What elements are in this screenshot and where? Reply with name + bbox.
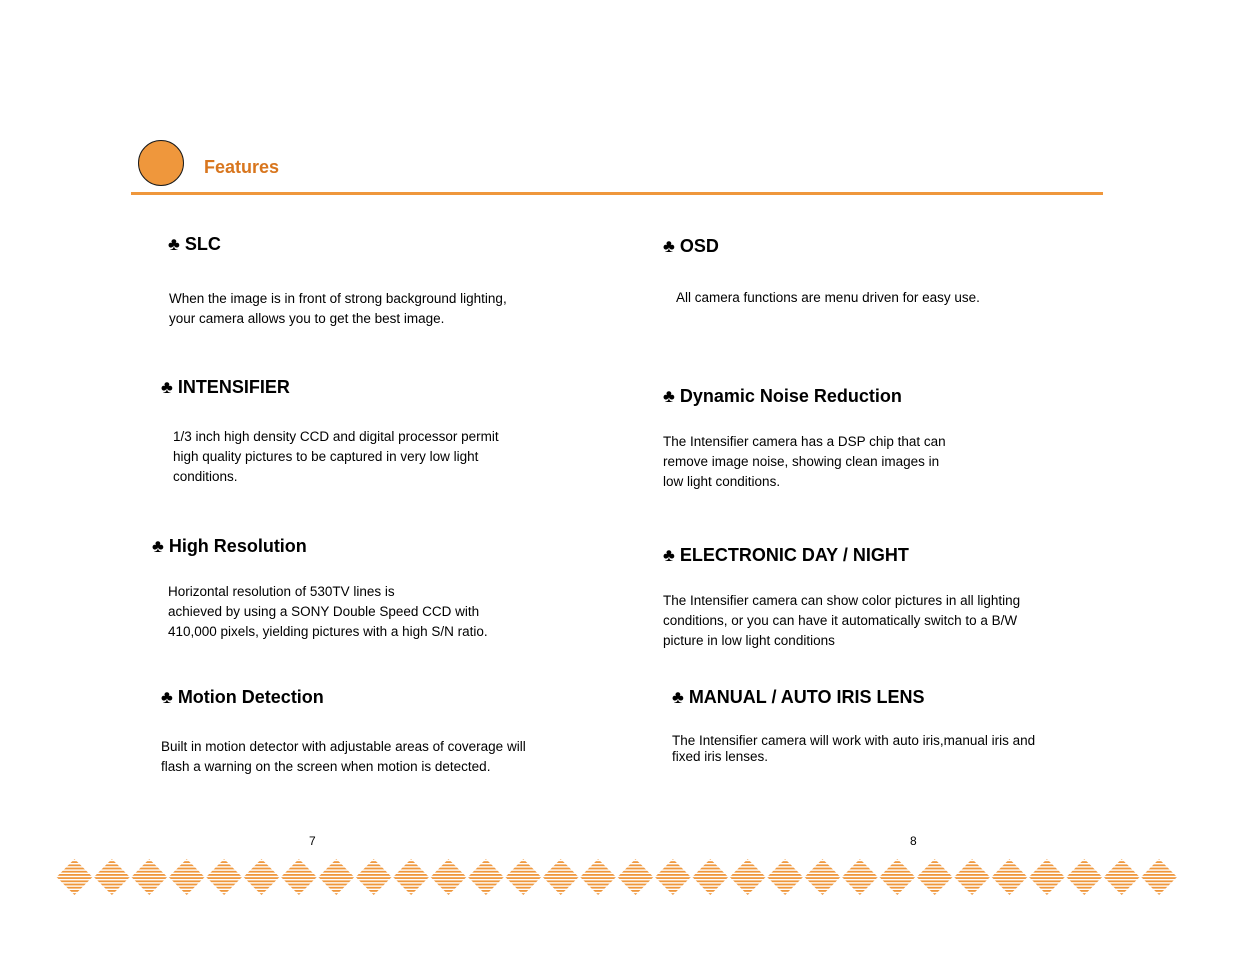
diamond-decoration-icon: [57, 859, 93, 895]
diamond-decoration-icon: [692, 859, 728, 895]
feature-heading-motion-detection: ♣ Motion Detection: [161, 687, 324, 707]
diamond-decoration-icon: [131, 859, 167, 895]
diamond-decoration-icon: [318, 859, 354, 895]
feature-heading-manual-auto-iris-lens: ♣ MANUAL / AUTO IRIS LENS: [672, 687, 925, 707]
diamond-decoration-icon: [169, 859, 205, 895]
diamond-decoration-icon: [543, 859, 579, 895]
diamond-decoration-icon: [94, 859, 130, 895]
diamond-decoration-icon: [356, 859, 392, 895]
feature-text-manual-auto-iris-lens: The Intensifier camera will work with auto iris,manual iris and fixed iris lenses.: [672, 733, 1036, 764]
diamond-decoration-icon: [580, 859, 616, 895]
diamond-decoration-icon: [1104, 859, 1140, 895]
diamond-decoration-icon: [618, 859, 654, 895]
diamond-decoration-icon: [842, 859, 878, 895]
diamond-decoration-icon: [917, 859, 953, 895]
page-number-left: 7: [309, 834, 316, 848]
diamond-decoration-icon: [244, 859, 280, 895]
feature-heading-slc: ♣ SLC: [168, 234, 221, 254]
diamond-decoration-icon: [505, 859, 541, 895]
feature-text-intensifier: 1/3 inch high density CCD and digital processor permit high quality pictures to be captured in very low light conditions.: [173, 429, 499, 484]
diamond-decoration-icon: [431, 859, 467, 895]
diamond-border-decoration: [56, 858, 1180, 896]
feature-text-osd: All camera functions are menu driven for easy use.: [676, 290, 980, 305]
diamond-decoration-icon: [805, 859, 841, 895]
diamond-decoration-icon: [206, 859, 242, 895]
diamond-decoration-icon: [655, 859, 691, 895]
feature-heading-dynamic-noise-reduction: ♣ Dynamic Noise Reduction: [663, 386, 902, 406]
diamond-decoration-icon: [954, 859, 990, 895]
feature-text-electronic-day-night: The Intensifier camera can show color pictures in all lighting conditions, or you can have it automatically switch to a B/W picture in low light conditions: [663, 593, 1021, 648]
diamond-decoration-icon: [992, 859, 1028, 895]
feature-text-motion-detection: Built in motion detector with adjustable areas of coverage will flash a warning on the screen when motion is detected.: [161, 739, 526, 774]
diamond-decoration-icon: [1029, 859, 1065, 895]
header-circle-icon: [138, 140, 184, 186]
diamond-decoration-icon: [767, 859, 803, 895]
feature-heading-electronic-day-night: ♣ ELECTRONIC DAY / NIGHT: [663, 545, 909, 565]
diamond-decoration-icon: [393, 859, 429, 895]
diamond-decoration-icon: [1141, 859, 1177, 895]
header-divider: [131, 192, 1103, 195]
feature-text-dynamic-noise-reduction: The Intensifier camera has a DSP chip that can remove image noise, showing clean images in low light conditions.: [663, 434, 946, 489]
feature-text-slc: When the image is in front of strong background lighting, your camera allows you to get the best image.: [169, 291, 507, 326]
feature-heading-osd: ♣ OSD: [663, 236, 719, 256]
feature-heading-intensifier: ♣ INTENSIFIER: [161, 377, 290, 397]
diamond-decoration-icon: [1066, 859, 1102, 895]
page-number-right: 8: [910, 834, 917, 848]
page-title: Features: [204, 157, 280, 177]
diamond-decoration-icon: [281, 859, 317, 895]
diamond-decoration-icon: [468, 859, 504, 895]
diamond-decoration-icon: [879, 859, 915, 895]
feature-text-high-resolution: Horizontal resolution of 530TV lines is achieved by using a SONY Double Speed CCD with 410,000 pixels, yielding pictures with a high S/N ratio.: [168, 584, 488, 639]
diamond-decoration-icon: [730, 859, 766, 895]
feature-heading-high-resolution: ♣ High Resolution: [152, 536, 307, 556]
